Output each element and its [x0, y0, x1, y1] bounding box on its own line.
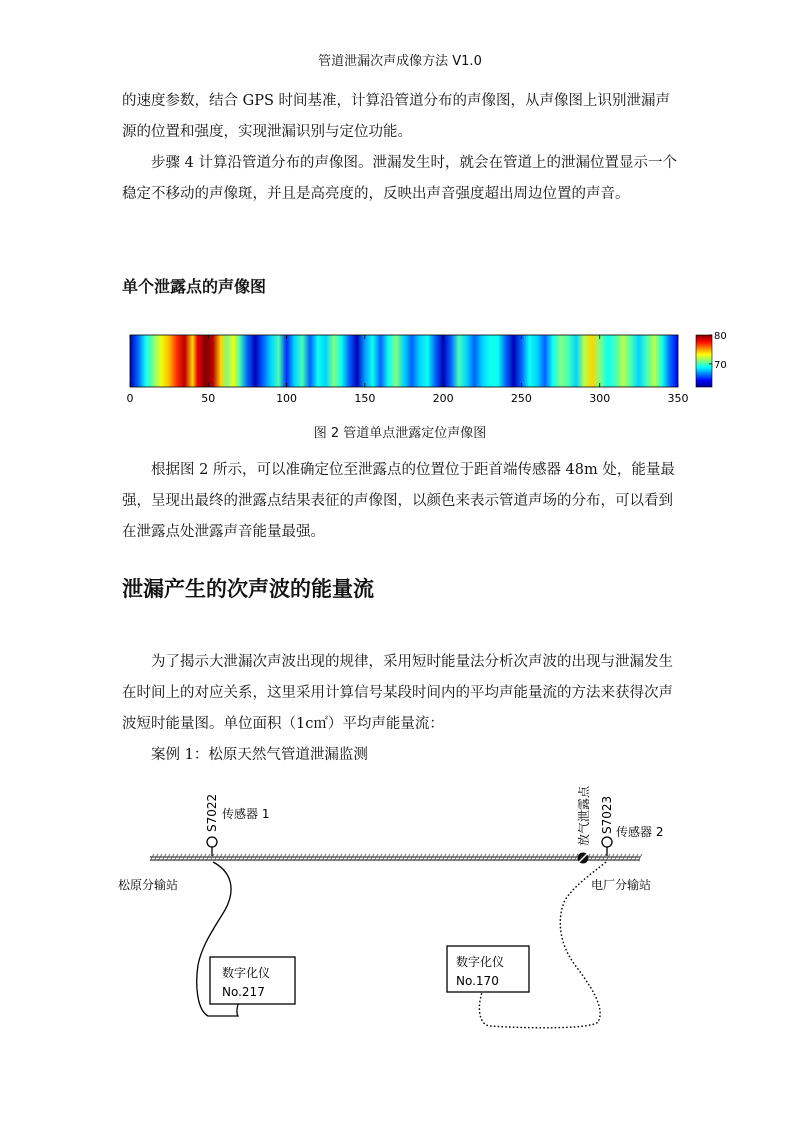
x-tick-label: 300: [589, 392, 611, 405]
digitizer-1-number: No.217: [222, 985, 265, 999]
heatmap-figure: [118, 325, 727, 415]
section-heading-energy-flow: 泄漏产生的次声波的能量流: [122, 577, 374, 601]
paragraph-continued: 的速度参数，结合 GPS 时间基准，计算沿管道分布的声像图，从声像图上识别泄漏声源的位置和强度，实现泄漏识别与定位功能。: [122, 93, 670, 140]
x-tick-label: 0: [126, 392, 134, 405]
paragraph-step4: 步骤 4 计算沿管道分布的声像图。泄漏发生时，就会在管道上的泄漏位置显示一个稳定不移动的声像斑，并且是高亮度的，反映出声音强度超出周边位置的声音。: [122, 155, 677, 202]
pipeline-diagram: [0, 780, 800, 1060]
x-tick-label: 150: [354, 392, 376, 405]
paragraph-case1: 案例 1：松原天然气管道泄漏监测: [151, 747, 368, 763]
station-left: 松原分输站: [118, 878, 179, 892]
paragraph-figure-explanation: 根据图 2 所示，可以准确定位至泄露点的位置位于距首端传感器 48m 处，能量最强，呈现出最终的泄露点结果表征的声像图，以颜色来表示管道声场的分布，可以看到在泄露点处泄露声音能量最强。: [122, 462, 675, 540]
figure-caption: 图 2 管道单点泄露定位声像图: [313, 426, 487, 441]
paragraph-energy-method: 为了揭示大泄漏次声波出现的规律，采用短时能量法分析次声波的出现与泄漏发生在时间上的对应关系，这里采用计算信号某段时间内的平均声能量流的方法来获得次声波短时能量图。单位面积（1c㎡）平均声能量流：: [122, 654, 673, 732]
page-header: 管道泄漏次声成像方法 V1.0: [318, 54, 482, 69]
digitizer-2: [447, 946, 529, 992]
digitizer-2-number: No.170: [456, 974, 499, 988]
digitizer-2-title: 数字化仪: [456, 955, 505, 969]
x-tick-label: 350: [667, 392, 689, 405]
station-right: 电厂分输站: [591, 878, 652, 892]
sensor-1: [205, 794, 269, 856]
digitizer-1-title: 数字化仪: [222, 966, 271, 980]
x-tick-label: 200: [432, 392, 454, 405]
sensor-2: [600, 796, 663, 856]
colorbar-tick-label: 70: [714, 359, 727, 371]
cable-2: [479, 862, 606, 1028]
leak-point: [576, 785, 591, 864]
x-tick-label: 50: [201, 392, 216, 405]
x-tick-label: 250: [510, 392, 532, 405]
x-tick-label: 100: [276, 392, 298, 405]
section-heading-single-leak: 单个泄露点的声像图: [122, 277, 267, 296]
sensor-1-label: 传感器 1: [222, 807, 270, 821]
digitizer-1: [210, 957, 295, 1004]
sensor-2-id: S7023: [600, 795, 614, 834]
leak-point-label: 放气泄露点: [577, 785, 591, 846]
sensor-1-id: S7022: [205, 793, 219, 832]
sensor-2-label: 传感器 2: [616, 825, 664, 839]
heatmap-bar: [130, 335, 678, 387]
colorbar-tick-label: 80: [714, 331, 727, 342]
colorbar: [696, 335, 712, 387]
